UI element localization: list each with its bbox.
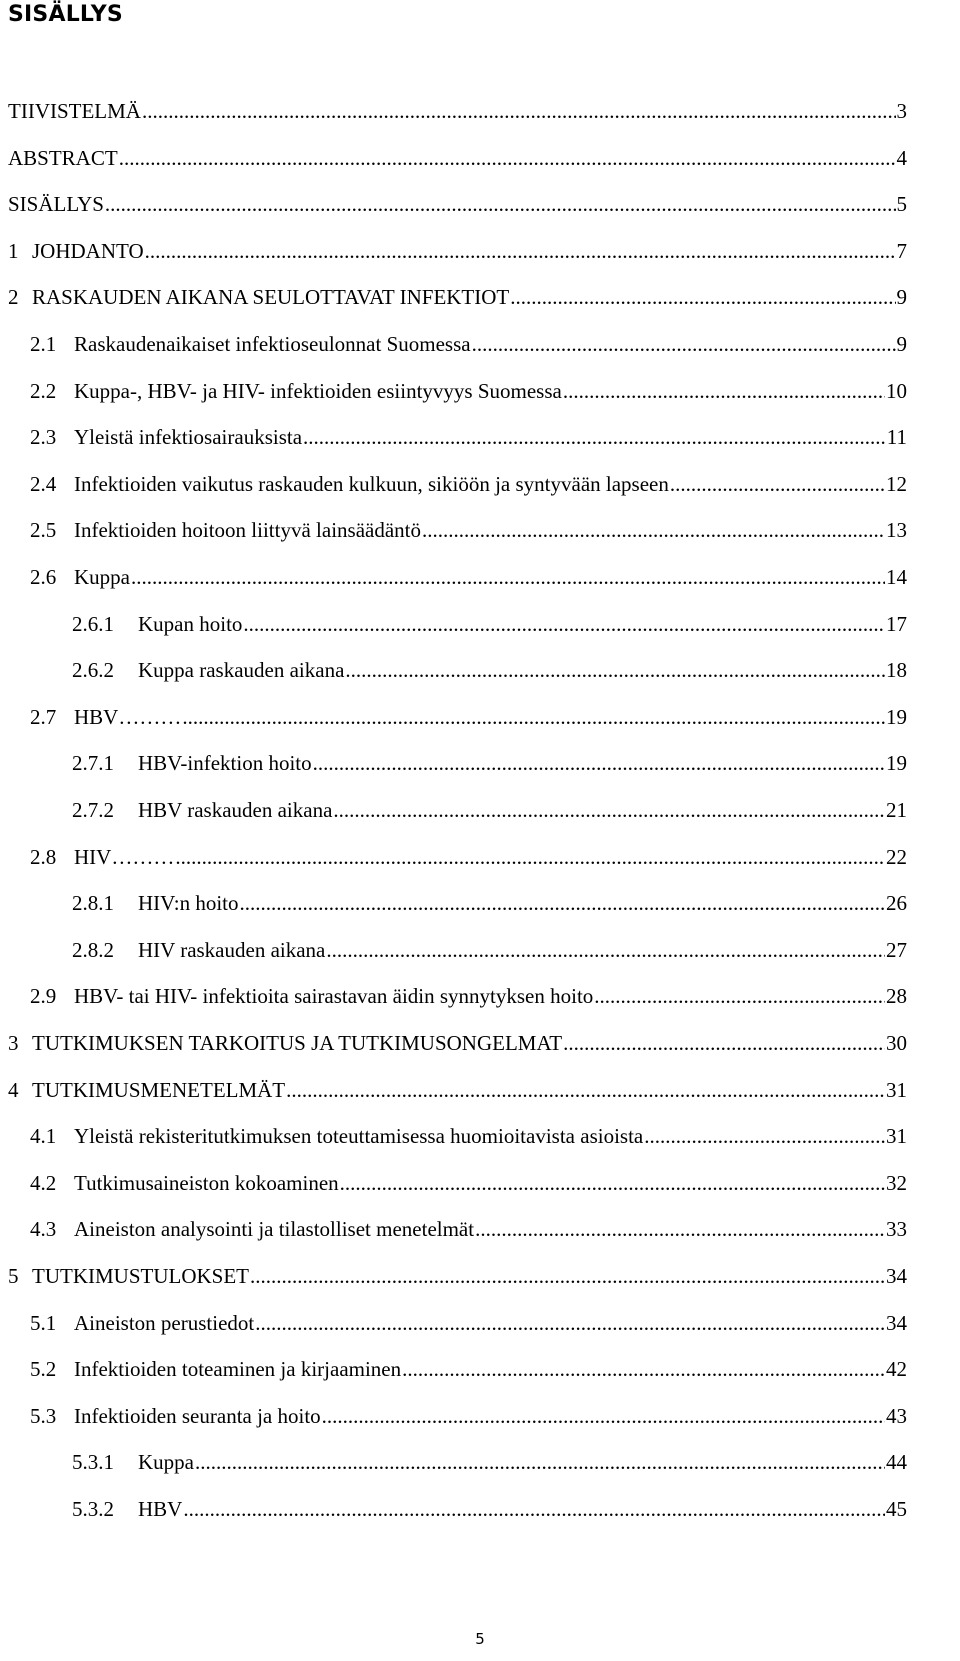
- toc-dot-leader: [333, 795, 885, 825]
- toc-dot-leader: [345, 655, 885, 685]
- toc-entry-number: 2.2: [30, 378, 57, 403]
- toc-entry[interactable]: [72, 609, 907, 639]
- toc-entry-number: 5.3.1: [72, 1450, 114, 1475]
- toc-entry-title: Yleistä infektiosairauksista: [74, 425, 303, 450]
- toc-entry-number: 1: [8, 238, 19, 263]
- toc-entry-page: 34: [886, 1310, 907, 1335]
- toc-entry-title: Infektioiden seuranta ja hoito: [74, 1403, 321, 1428]
- toc-entry-page: 5: [896, 192, 907, 217]
- toc-dot-leader: [286, 1075, 885, 1105]
- toc-entry[interactable]: [30, 842, 907, 872]
- toc-entry[interactable]: [30, 1354, 907, 1384]
- toc-entry-title: HBV………: [74, 704, 182, 729]
- toc-dot-leader: [145, 236, 896, 266]
- toc-entry-page: 13: [886, 518, 907, 543]
- toc-entry-page: 45: [886, 1497, 907, 1521]
- toc-entry-number: 4.2: [30, 1170, 57, 1195]
- toc-entry-number: 5.1: [30, 1310, 57, 1335]
- toc-entry-number: 4.1: [30, 1124, 57, 1149]
- toc-entry-page: 32: [886, 1170, 907, 1195]
- toc-entry-title: TIIVISTELMÄ: [8, 99, 141, 123]
- toc-entry-title: Tutkimusaineiston kokoaminen: [74, 1170, 339, 1195]
- toc-entry-number: 5: [8, 1264, 19, 1288]
- toc-entry[interactable]: [8, 1028, 907, 1058]
- toc-entry-title: TUTKIMUSMENETELMÄT: [32, 1077, 286, 1102]
- toc-dot-leader: [243, 609, 885, 639]
- toc-entry-number: 2.7.2: [72, 798, 114, 822]
- toc-entry-title: RASKAUDEN AIKANA SEULOTTAVAT INFEKTIOT: [32, 285, 510, 310]
- toc-entry-number: 4.3: [30, 1217, 57, 1242]
- toc-dot-leader: [422, 515, 885, 545]
- toc-entry-page: 26: [886, 891, 907, 916]
- toc-entry-number: 2.6.2: [72, 658, 114, 683]
- toc-entry-title: HIV raskauden aikana: [138, 937, 326, 962]
- toc-entry[interactable]: [30, 1121, 907, 1151]
- toc-entry-page: 11: [886, 425, 907, 450]
- toc-entry-page: 19: [886, 704, 907, 729]
- toc-entry-page: 31: [886, 1124, 907, 1149]
- toc-entry-page: 12: [886, 471, 907, 496]
- toc-dot-leader: [594, 981, 885, 1011]
- toc-entry-page: 31: [886, 1077, 907, 1102]
- toc-dot-leader: [183, 1494, 885, 1524]
- toc-entry[interactable]: [30, 515, 907, 545]
- toc-entry-title: HBV raskauden aikana: [138, 798, 333, 822]
- toc-entry-number: 2.4: [30, 471, 57, 496]
- toc-entry[interactable]: [8, 96, 907, 126]
- toc-dot-leader: [250, 1261, 885, 1291]
- toc-entry[interactable]: [72, 1447, 907, 1477]
- toc-dot-leader: [119, 143, 896, 173]
- toc-dot-leader: [255, 1308, 885, 1338]
- toc-entry-page: 10: [886, 378, 907, 403]
- toc-entry-title: TUTKIMUKSEN TARKOITUS JA TUTKIMUSONGELMAT: [32, 1031, 563, 1055]
- toc-entry-number: 2.9: [30, 984, 57, 1009]
- toc-entry-number: 2: [8, 285, 19, 310]
- toc-entry-page: 34: [886, 1264, 907, 1288]
- toc-entry-number: 2.6.1: [72, 611, 114, 636]
- toc-entry-number: 2.8: [30, 844, 57, 869]
- toc-entry-page: 4: [896, 145, 907, 170]
- toc-entry[interactable]: [30, 329, 907, 359]
- toc-dot-leader: [131, 562, 885, 592]
- toc-dot-leader: [326, 935, 885, 965]
- toc-entry[interactable]: [30, 1214, 907, 1244]
- toc-entry[interactable]: [30, 1401, 907, 1431]
- toc-entry-title: Raskaudenaikaiset infektioseulonnat Suomessa: [74, 332, 471, 356]
- toc-entry-title: JOHDANTO: [32, 238, 144, 263]
- toc-entry-title: Kuppa: [138, 1450, 194, 1475]
- toc-dot-leader: [340, 1168, 885, 1198]
- toc-entry[interactable]: [72, 888, 907, 918]
- toc-entry[interactable]: [30, 981, 907, 1011]
- toc-entry-page: 7: [896, 238, 907, 263]
- toc-dot-leader: [182, 702, 885, 732]
- toc-entry-title: Kupan hoito: [138, 611, 243, 636]
- toc-entry-page: 9: [896, 285, 907, 310]
- toc-entry-page: 14: [886, 565, 907, 589]
- toc-entry[interactable]: [72, 655, 907, 685]
- toc-entry[interactable]: [8, 189, 907, 219]
- toc-entry-page: 28: [886, 984, 907, 1009]
- toc-entry-number: 2.1: [30, 332, 57, 356]
- toc-entry-title: Aineiston analysointi ja tilastolliset menetelmät: [74, 1217, 475, 1242]
- toc-entry[interactable]: [72, 748, 907, 778]
- toc-entry[interactable]: [30, 1308, 907, 1338]
- toc-entry-number: 5.2: [30, 1357, 57, 1382]
- toc-entry-number: 2.5: [30, 518, 57, 543]
- toc-entry-page: 17: [886, 611, 907, 636]
- toc-entry[interactable]: [72, 935, 907, 965]
- toc-dot-leader: [105, 189, 896, 219]
- toc-entry-title: Infektioiden vaikutus raskauden kulkuun, sikiöön ja syntyvään lapseen: [74, 471, 669, 496]
- toc-entry[interactable]: [72, 795, 907, 825]
- toc-dot-leader: [303, 422, 886, 452]
- toc-entry[interactable]: [30, 702, 907, 732]
- toc-entry-title: ABSTRACT: [8, 145, 118, 170]
- toc-entry-page: 3: [896, 99, 907, 123]
- toc-dot-leader: [670, 469, 885, 499]
- toc-entry-title: HIV:n hoito: [138, 891, 239, 916]
- toc-dot-leader: [472, 329, 896, 359]
- toc-entry-page: 42: [886, 1357, 907, 1382]
- toc-dot-leader: [475, 1214, 885, 1244]
- toc-entry-page: 19: [886, 751, 907, 776]
- toc-entry-page: 21: [886, 798, 907, 822]
- toc-entry-title: Infektioiden toteaminen ja kirjaaminen: [74, 1357, 402, 1382]
- toc-entry-page: 30: [886, 1031, 907, 1055]
- toc-entry-title: TUTKIMUSTULOKSET: [32, 1264, 249, 1288]
- toc-entry-title: Infektioiden hoitoon liittyvä lainsäädäntö: [74, 518, 422, 543]
- toc-dot-leader: [195, 1447, 885, 1477]
- toc-entry-title: HBV- tai HIV- infektioita sairastavan äidin synnytyksen hoito: [74, 984, 594, 1009]
- toc-entry[interactable]: [8, 1261, 907, 1291]
- toc-entry[interactable]: [8, 236, 907, 266]
- toc-entry-title: Yleistä rekisteritutkimuksen toteuttamisessa huomioitavista asioista: [74, 1124, 644, 1149]
- toc-entry[interactable]: [8, 143, 907, 173]
- toc-entry-page: 43: [886, 1403, 907, 1428]
- toc-entry[interactable]: [8, 282, 907, 312]
- toc-entry-number: 5.3: [30, 1403, 57, 1428]
- toc-entry[interactable]: [30, 469, 907, 499]
- toc-entry-title: HIV………: [74, 844, 175, 869]
- toc-entry-number: 4: [8, 1077, 19, 1102]
- toc-entry-number: 2.8.2: [72, 937, 114, 962]
- toc-entry-number: 3: [8, 1031, 19, 1055]
- toc-entry-page: 18: [886, 658, 907, 683]
- toc-dot-leader: [313, 748, 885, 778]
- toc-dot-leader: [510, 282, 895, 312]
- toc-dot-leader: [563, 1028, 885, 1058]
- toc-entry-page: 22: [886, 844, 907, 869]
- toc-entry[interactable]: [30, 562, 907, 592]
- toc-entry-title: Kuppa-, HBV- ja HIV- infektioiden esiintyvyys Suomessa: [74, 378, 562, 403]
- toc-entry-page: 27: [886, 937, 907, 962]
- toc-entry-title: Aineiston perustiedot: [74, 1310, 255, 1335]
- toc-entry-page: 33: [886, 1217, 907, 1242]
- toc-entry-number: 2.3: [30, 425, 57, 450]
- toc-dot-leader: [402, 1354, 885, 1384]
- toc-entry-number: 2.7: [30, 704, 57, 729]
- page-heading: SISÄLLYS: [8, 2, 123, 27]
- toc-entry[interactable]: [72, 1494, 907, 1524]
- toc-entry-number: 2.7.1: [72, 751, 114, 776]
- toc-entry-title: Kuppa: [74, 565, 130, 589]
- toc-dot-leader: [240, 888, 885, 918]
- page-number: 5: [475, 1630, 485, 1648]
- toc-dot-leader: [322, 1401, 885, 1431]
- toc-entry-title: HBV: [138, 1497, 183, 1521]
- toc-entry[interactable]: [30, 376, 907, 406]
- toc-entry-page: 9: [896, 332, 907, 356]
- toc-dot-leader: [175, 842, 885, 872]
- toc-entry-number: 2.8.1: [72, 891, 114, 916]
- toc-entry-number: 5.3.2: [72, 1497, 114, 1521]
- toc-dot-leader: [644, 1121, 885, 1151]
- toc-dot-leader: [142, 96, 896, 126]
- toc-entry-title: SISÄLLYS: [8, 192, 104, 217]
- toc-entry[interactable]: [30, 1168, 907, 1198]
- toc-entry-title: Kuppa raskauden aikana: [138, 658, 345, 683]
- toc-entry[interactable]: [8, 1075, 907, 1105]
- toc-entry[interactable]: [30, 422, 907, 452]
- toc-entry-number: 2.6: [30, 565, 57, 589]
- toc-entry-title: HBV-infektion hoito: [138, 751, 312, 776]
- toc-entry-page: 44: [886, 1450, 907, 1475]
- toc-dot-leader: [563, 376, 885, 406]
